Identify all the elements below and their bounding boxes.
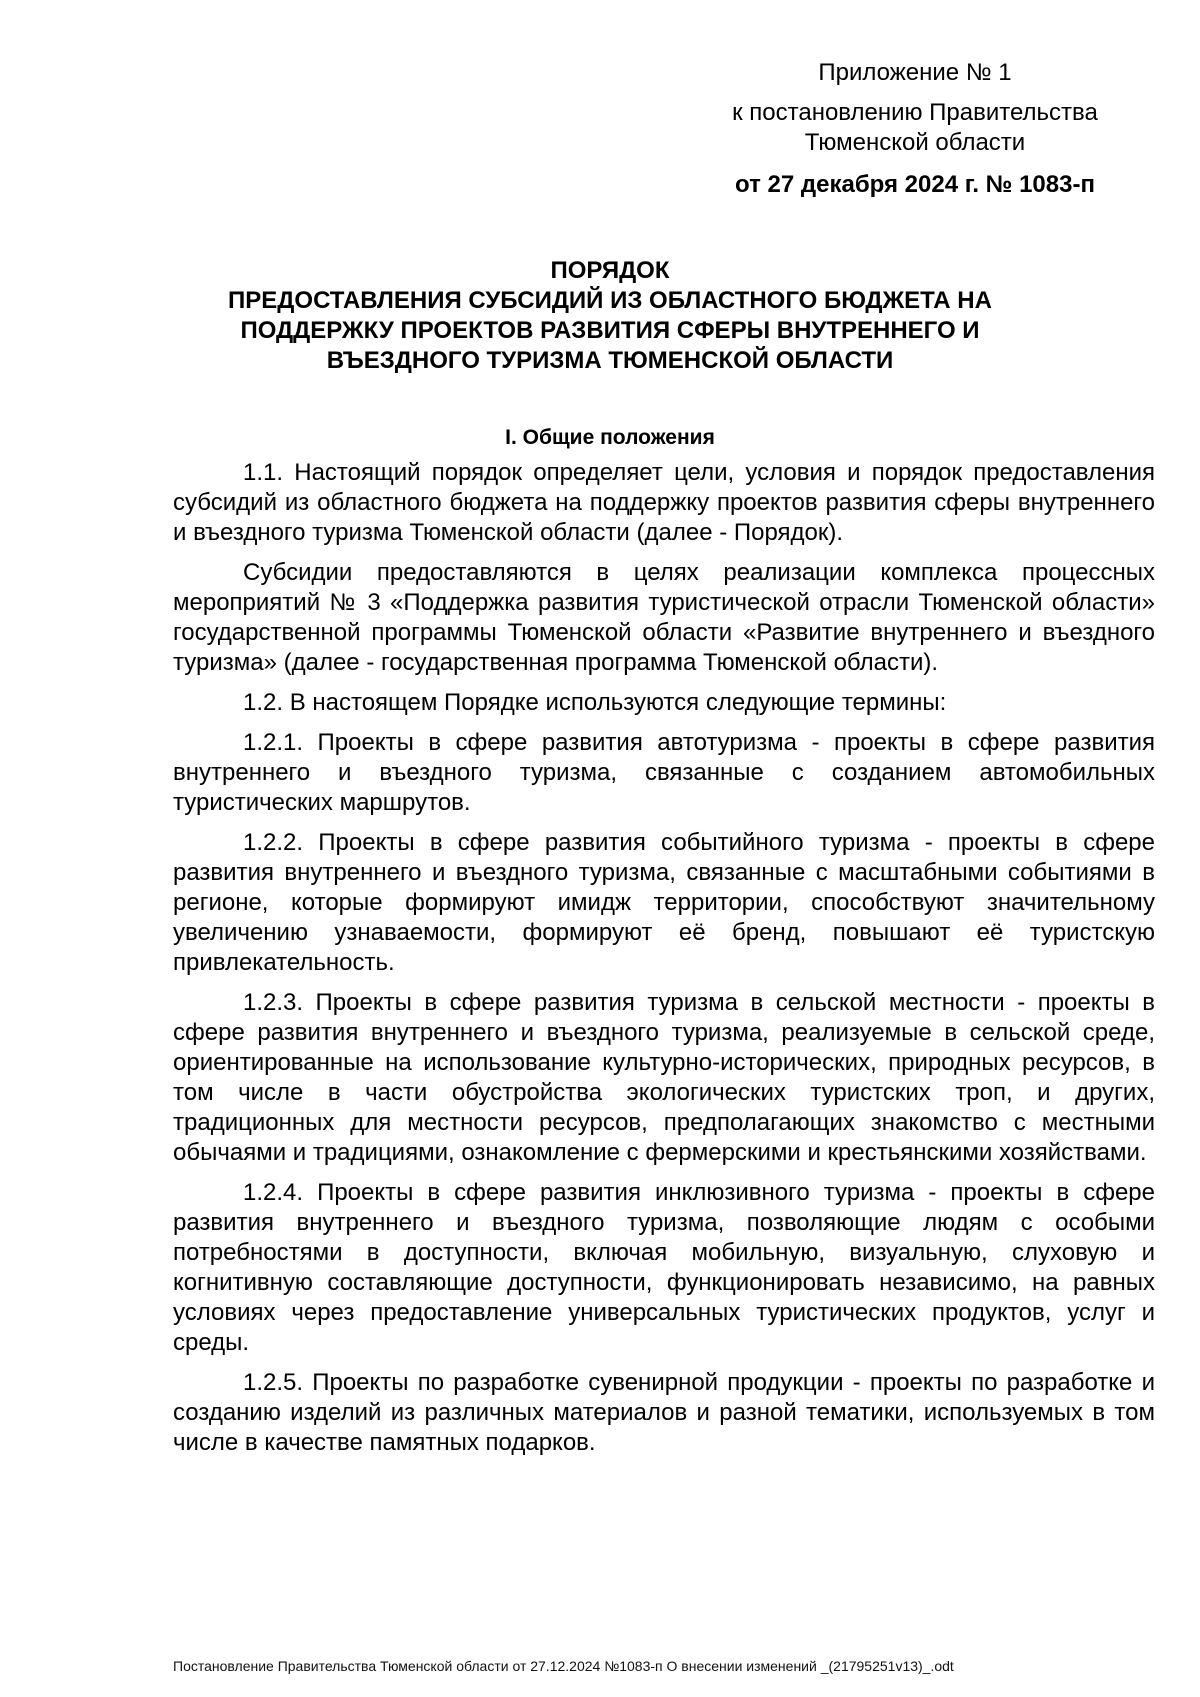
section-heading: I. Общие положения bbox=[505, 426, 715, 449]
paragraph-1-2-2: 1.2.2. Проекты в сфере развития событийного туризма - проекты в сфере развития внутреннего и въездного туризма, связанные с масштабными событиями в регионе, которые формируют имидж территории, способствуют значительному увеличению узнаваемости, формируют её бренд, повышают её туристскую привлекательность. bbox=[173, 829, 1155, 976]
body-text bbox=[173, 458, 1155, 1468]
paragraph-1-2-5: 1.2.5. Проекты по разработке сувенирной продукции - проекты по разработке и созданию изделий из различных материалов и разной тематики, используемых в том числе в качестве памятных подарков. bbox=[173, 1369, 1155, 1456]
title-line-1: ПОРЯДОК bbox=[550, 257, 670, 284]
paragraph-1-2: 1.2. В настоящем Порядке используются следующие термины: bbox=[243, 689, 947, 716]
paragraph-subsidies: Субсидии предоставляются в целях реализации комплекса процессных мероприятий № 3 «Поддержка развития туристической отрасли Тюменской области» государственной программы Тюменской области «Развитие внутреннего и въездного туризма» (далее - государственная программа Тюменской области). bbox=[173, 559, 1155, 676]
paragraph-1-2-1: 1.2.1. Проекты в сфере развития автотуризма - проекты в сфере развития внутреннего и въездного туризма, связанные с созданием автомобильных туристических маршрутов. bbox=[173, 729, 1155, 816]
appendix-reference: к постановлению Правительства Тюменской области bbox=[732, 99, 1098, 156]
paragraph-1-2-3: 1.2.3. Проекты в сфере развития туризма в сельской местности - проекты в сфере развития внутреннего и въездного туризма, реализуемые в сельской среде, ориентированные на использование культурно-исторических, природных ресурсов, в том числе в части обустройства экологических туристских троп, и других, традиционных для местности ресурсов, предполагающих знакомство с местными обычаями и традициями, ознакомление с фермерскими и крестьянскими хозяйствами. bbox=[173, 989, 1155, 1166]
appendix-number: Приложение № 1 bbox=[818, 59, 1012, 86]
paragraph-1-2-4: 1.2.4. Проекты в сфере развития инклюзивного туризма - проекты в сфере развития внутреннего и въездного туризма, позволяющие людям с особыми потребностями в доступности, включая мобильную, визуальную, слуховую и когнитивную составляющие доступности, функционировать независимо, на равных условиях через предоставление универсальных туристических продуктов, услуг и среды. bbox=[173, 1179, 1155, 1356]
document-title bbox=[170, 256, 1050, 376]
paragraph-1-1: 1.1. Настоящий порядок определяет цели, условия и порядок предоставления субсидий из областного бюджета на поддержку проектов развития сферы внутреннего и въездного туризма Тюменской области (далее - Порядок). bbox=[173, 459, 1155, 546]
appendix-date: от 27 декабря 2024 г. № 1083-п bbox=[735, 171, 1095, 198]
page-footer: Постановление Правительства Тюменской области от 27.12.2024 №1083-п О внесении изменений _(21795251v13)_.odt bbox=[173, 1658, 954, 1674]
title-line-4: ВЪЕЗДНОГО ТУРИЗМА ТЮМЕНСКОЙ ОБЛАСТИ bbox=[326, 347, 894, 374]
title-line-3: ПОДДЕРЖКУ ПРОЕКТОВ РАЗВИТИЯ СФЕРЫ ВНУТРЕННЕГО И bbox=[240, 317, 980, 344]
title-line-2: ПРЕДОСТАВЛЕНИЯ СУБСИДИЙ ИЗ ОБЛАСТНОГО БЮДЖЕТА НА bbox=[228, 287, 992, 314]
